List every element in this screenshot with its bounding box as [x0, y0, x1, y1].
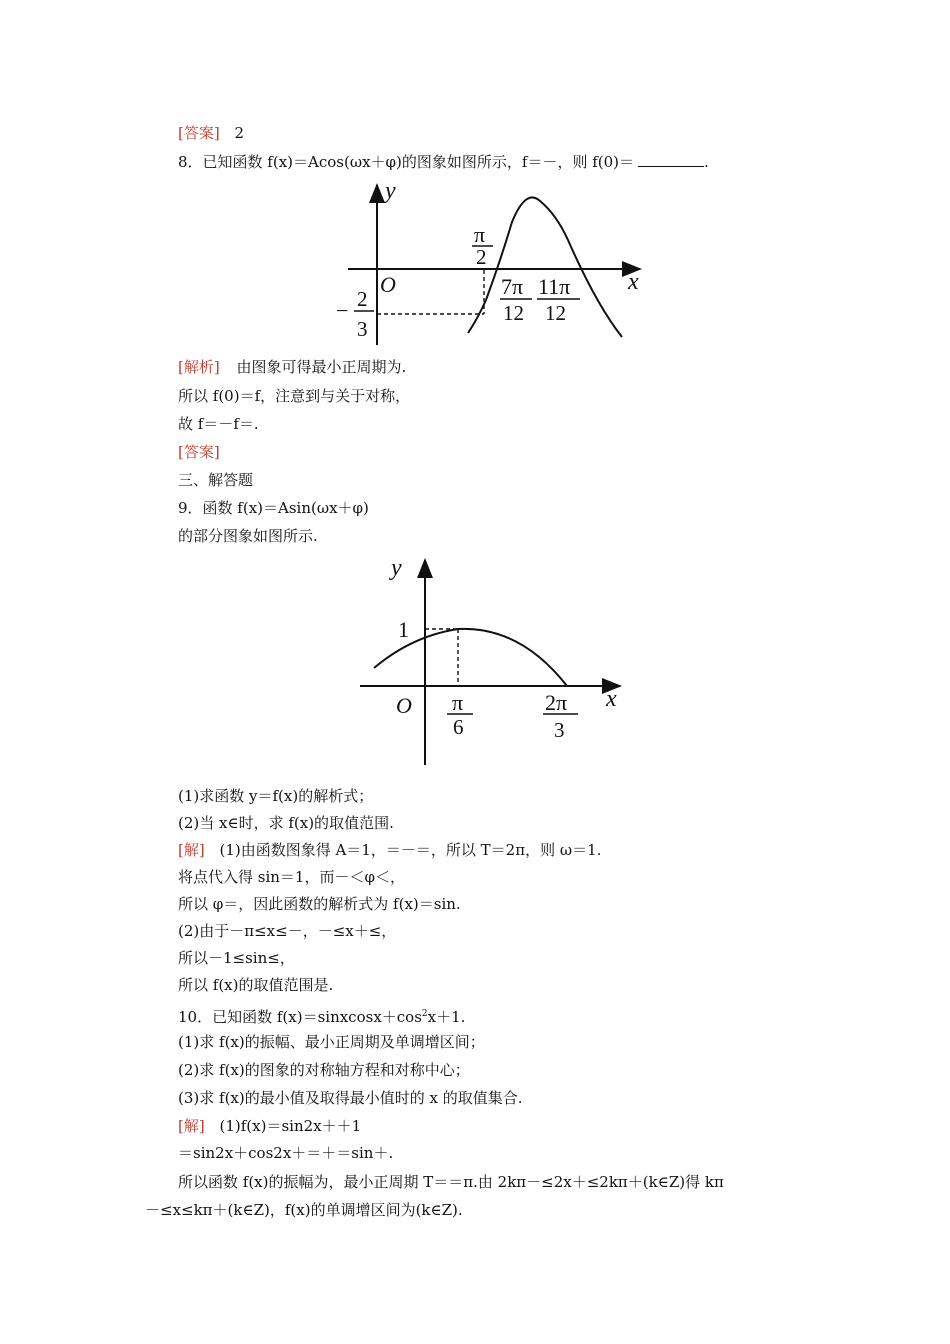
y-tick-one: 1 [398, 617, 409, 642]
x-label: x [606, 686, 617, 712]
answer-value: 2 [234, 124, 245, 142]
q8-stem-text: 8．已知函数 f(x)＝Acos(ωx＋φ)的图象如图所示，f＝－，则 f(0)＝ [178, 153, 635, 171]
solution-line1: (1)f(x)＝sin2x＋＋1 [219, 1117, 362, 1135]
q9-stem1: 9．函数 f(x)＝Asin(ωx＋φ) [178, 499, 369, 517]
pi-over-2-den: 2 [476, 245, 487, 269]
q9-sol4: (2)由于－π≤x≤－，－≤x＋≤， [178, 922, 397, 940]
q9-sol2: 将点代入得 sin＝1，而－＜φ＜， [178, 868, 405, 886]
origin-label: O [380, 272, 396, 297]
q9-sol6: 所以 f(x)的取值范围是. [178, 976, 334, 994]
q9-graph [360, 555, 620, 765]
analysis-tag: [解析] [178, 358, 220, 376]
q9-stem2: 的部分图象如图所示. [178, 527, 318, 545]
tick-11pi12-den: 12 [545, 301, 566, 325]
q9-sol5: 所以－1≤sin≤， [178, 949, 295, 967]
q10-part3: (3)求 f(x)的最小值及取得最小值时的 x 的取值集合. [178, 1089, 523, 1107]
q10-sol2: ＝sin2x＋cos2x＋＝＋＝sin＋. [178, 1144, 394, 1162]
x-label: x [628, 269, 639, 295]
q10-stem [178, 1004, 465, 1027]
q10-stem-a: 10．已知函数 f(x)＝sinxcosx＋cos [178, 1008, 422, 1026]
tick-11pi12-num: 11π [538, 274, 571, 299]
section-heading: 三、解答题 [178, 471, 254, 489]
q8-graph [336, 178, 640, 345]
q9-solution [178, 840, 601, 860]
q9-part1: (1)求函数 y＝f(x)的解析式； [178, 787, 374, 805]
tick-7pi12-den: 12 [503, 301, 524, 325]
origin-label: O [396, 693, 412, 718]
solution-tag: [解] [178, 1117, 205, 1135]
q10-sol4: －≤x≤kπ＋(k∈Z)，f(x)的单调增区间为(k∈Z). [145, 1201, 463, 1219]
y-label: y [391, 555, 402, 581]
q8-line2: 所以 f(0)＝f，注意到与关于对称， [178, 387, 411, 405]
tick-pi6-num: π [452, 690, 464, 715]
q10-sol3: 所以函数 f(x)的振幅为，最小正周期 T＝＝π.由 2kπ－≤2x＋≤2kπ＋(k∈Z)得 kπ [178, 1173, 724, 1191]
q9-part2: (2)当 x∈时，求 f(x)的取值范围. [178, 814, 394, 832]
y-label: y [385, 178, 396, 204]
analysis-text: 由图象可得最小正周期为. [236, 358, 407, 376]
tick-2pi3-den: 3 [554, 718, 565, 742]
q10-part2: (2)求 f(x)的图象的对称轴方程和对称中心； [178, 1061, 470, 1079]
q8-stem-end: . [704, 153, 709, 171]
neg-sign: − [336, 298, 349, 323]
q10-part1: (1)求 f(x)的振幅、最小正周期及单调增区间； [178, 1033, 485, 1051]
q9-sol3: 所以 φ＝，因此函数的解析式为 f(x)＝sin. [178, 895, 461, 913]
neg-two-thirds-den: 3 [357, 317, 368, 341]
q10-stem-b: x＋1. [427, 1008, 466, 1026]
q10-solution [178, 1116, 361, 1136]
q10-stem-sup: 2 [421, 1009, 428, 1019]
neg-two-thirds-num: 2 [357, 287, 368, 311]
q8-line3: 故 f＝－f＝. [178, 415, 259, 433]
tick-pi6-den: 6 [453, 715, 464, 739]
q8-answer-tag: [答案] [178, 443, 220, 461]
pi-over-2-num: π [474, 222, 486, 247]
tick-7pi12-num: 7π [501, 274, 524, 299]
solution-tag: [解] [178, 841, 205, 859]
answer-tag: [答案] [178, 124, 220, 142]
solution-line1: (1)由函数图象得 A＝1，＝－＝，所以 T＝2π，则 ω＝1. [219, 841, 602, 859]
q8-analysis [178, 357, 406, 377]
tick-2pi3-num: 2π [545, 690, 568, 715]
